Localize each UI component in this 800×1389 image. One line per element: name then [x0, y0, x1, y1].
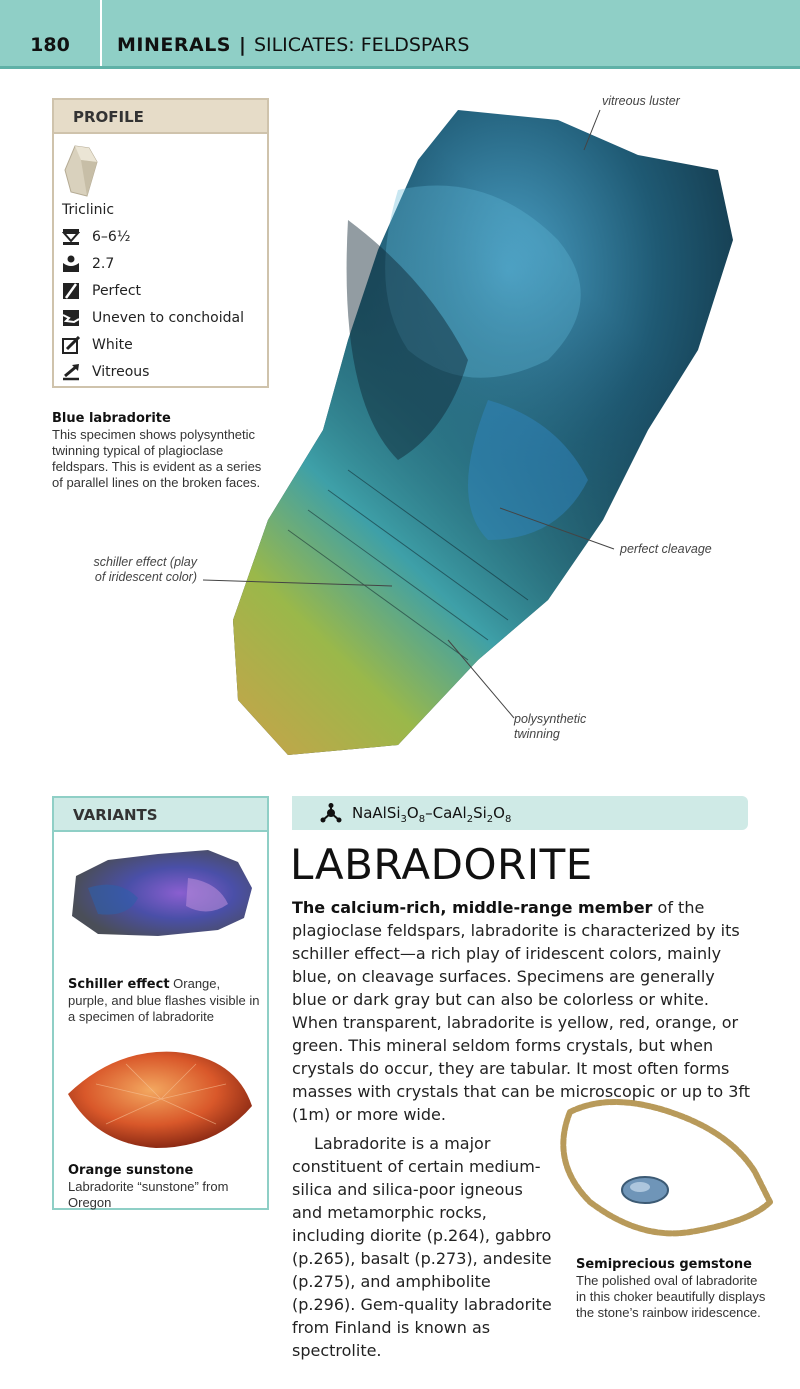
fracture-value: Uneven to conchoidal [92, 310, 244, 326]
label-schiller-effect-line2: of iridescent color) [94, 570, 197, 584]
schiller-variant-description: Orange, purple, and blue flashes visible in a specimen of labradorite [68, 976, 260, 1024]
label-polysynthetic-twinning-line1: polysynthetic [514, 712, 587, 726]
profile-title: PROFILE [73, 108, 144, 126]
label-schiller-effect-line1: schiller effect (play [93, 555, 197, 569]
gemstone-description: The polished oval of labradorite in this choker beautifully displays the stone’s rainbow iridescence. [576, 1273, 766, 1320]
mineral-name: LABRADORITE [290, 840, 593, 889]
sunstone-variant-caption [68, 1162, 260, 1211]
crystal-system: Triclinic [62, 202, 115, 218]
main-specimen-title: Blue labradorite [52, 411, 171, 426]
variants-box [52, 796, 269, 1210]
lead-in: The calcium-rich, middle-range member [292, 898, 653, 917]
orange-sunstone-image [66, 1044, 256, 1158]
variants-title: VARIANTS [73, 806, 158, 824]
hardness-value: 6–6½ [92, 229, 131, 245]
header-separator: | [238, 34, 246, 56]
variants-header [54, 798, 267, 832]
luster-value: Vitreous [92, 364, 150, 380]
subsection-title: SILICATES: FELDSPARS [253, 34, 470, 56]
molecule-icon [320, 803, 342, 827]
specific-gravity-value: 2.7 [92, 256, 115, 272]
label-polysynthetic-twinning-line2: twinning [514, 727, 560, 741]
labradorite-choker-image [550, 1092, 780, 1246]
page-number: 180 [0, 0, 102, 66]
formula-bar [292, 796, 748, 830]
streak-value: White [92, 337, 133, 353]
schiller-variant-title: Schiller effect [68, 977, 170, 992]
body-paragraph-2: Labradorite is a major constituent of certain medium-silica and silica-poor igneous and metamorphic rocks, including diorite (p.264), gabbro (p.265), basalt (p.273), andesite (p.275), and amphibolite (p.296). Gem-quality labradorite from Finland is known as spectrolite. [292, 1134, 552, 1360]
cleavage-value: Perfect [92, 283, 142, 299]
sunstone-variant-title: Orange sunstone [68, 1163, 194, 1178]
schiller-specimen-image [68, 848, 254, 942]
section-title: MINERALS [117, 34, 231, 56]
schiller-variant-caption [68, 976, 260, 1025]
label-perfect-cleavage: perfect cleavage [620, 542, 712, 556]
gemstone-title: Semiprecious gemstone [576, 1257, 752, 1272]
gemstone-caption [576, 1256, 766, 1321]
para1-text: of the plagioclase feldspars, labradorite is characterized by its schiller effect—a rich play of iridescent colors, mainly blue, on cleavage surfaces. Specimens are generally blue or dark gray but can also be colorless or white. When transparent, labradorite is yellow, red, orange, or green. This mineral seldom forms crystals, but when crystals do occur, they are tabular. It most often forms masses with crystals that can be microscopic or up to 3ft (1m) or more wide. [292, 898, 751, 1124]
main-specimen-description: This specimen shows polysynthetic twinning typical of plagioclase feldspars. This is evident as a series of parallel lines on the broken faces. [52, 427, 262, 490]
sunstone-variant-description: Labradorite “sunstone” from Oregon [68, 1179, 229, 1210]
chemical-formula: $NaAlSi_3O_8-CaAl_2Si_2O_8$ [352, 804, 512, 825]
label-vitreous-luster: vitreous luster [602, 94, 680, 108]
